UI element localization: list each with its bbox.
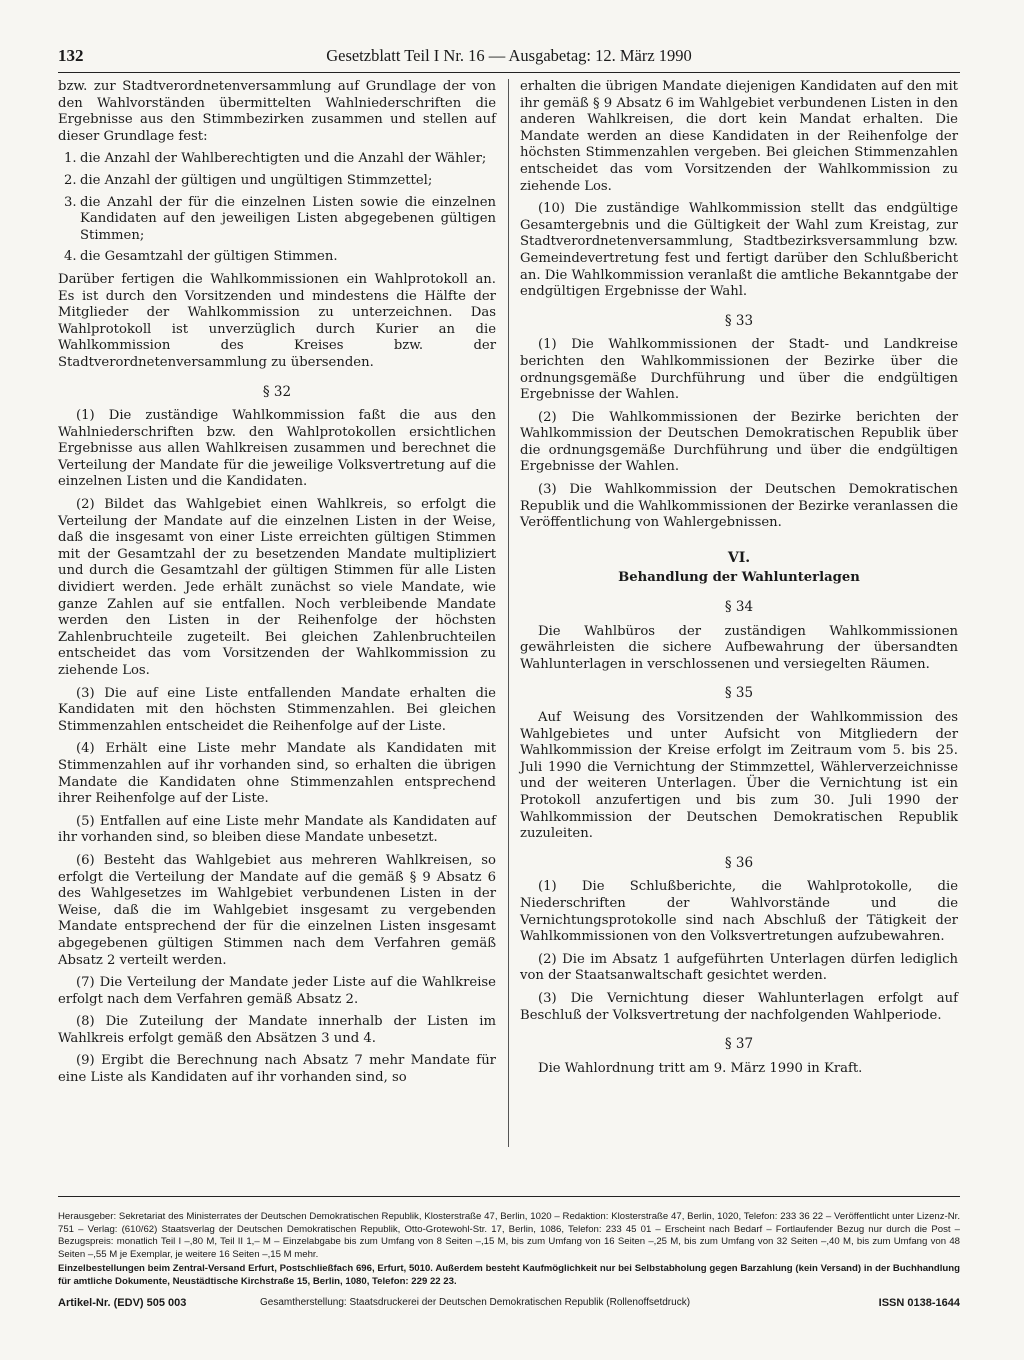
right-column — [520, 79, 958, 1083]
list-item — [58, 173, 496, 190]
section-34-paragraph: Die Wahlbüros der zuständigen Wahlkommissionen gewährleisten die sichere Aufbewahrung der übersandten Wahlunterlagen in verschlossenen und versiegelten Räumen. — [520, 623, 958, 672]
intro-paragraph: bzw. zur Stadtverordnetenversammlung auf Grundlage der von den Wahlvorständen übermittelten Wahlniederschriften die Ergebnisse aus den Stimmbezirken zusammen und stellen auf dieser Grundlage fest: — [58, 79, 496, 144]
page-header — [58, 46, 960, 73]
running-head: Gesetzblatt Teil I Nr. 16 — Ausgabetag: 12. März 1990 — [326, 46, 692, 65]
list-item-text: die Gesamtzahl der gültigen Stimmen. — [80, 249, 338, 265]
section-32-paragraph-9: (9) Ergibt die Berechnung nach Absatz 7 mehr Mandate für eine Liste als Kandidaten auf ihr vorhanden sind, so — [58, 1053, 496, 1086]
section-32-paragraph-7: (7) Die Verteilung der Mandate jeder Liste auf die Wahlkreise erfolgt nach dem Verfahren gemäß Absatz 2. — [58, 975, 496, 1007]
determination-list — [58, 151, 496, 266]
section-heading-37: § 37 — [724, 1036, 754, 1053]
list-item — [58, 195, 496, 245]
issn: ISSN 0138-1644 — [878, 1296, 960, 1309]
section-32-paragraph-10: (10) Die zuständige Wahlkommission stellt das endgültige Gesamtergebnis und die Gültigkeit der Wahl zum Kreistag, zur Stadtverordnetenversammlung, Stadtbezirksversammlung bzw. Gemeindevertretung fest und fertigt darüber den Schlußbericht an. Die Wahlkommission veranlaßt die amtliche Bekanntgabe der endgültigen Ergebnisse der Wahl. — [520, 201, 958, 300]
section-32-paragraph-3: (3) Die auf eine Liste entfallenden Mandate erhalten die Kandidaten mit den höchsten Stimmenzahlen. Bei gleichen Stimmenzahlen entscheidet die Reihenfolge auf der Liste. — [58, 685, 496, 734]
page-number: 132 — [58, 46, 84, 65]
footer-bottom-line — [58, 1297, 960, 1313]
section-heading-34: § 34 — [724, 599, 754, 616]
section-32-paragraph-5: (5) Entfallen auf eine Liste mehr Mandate als Kandidaten auf ihr vorhanden sind, so bleiben diese Mandate unbesetzt. — [58, 813, 496, 846]
section-heading-35: § 35 — [724, 685, 754, 702]
list-item-text: die Anzahl der für die einzelnen Listen sowie die einzelnen Kandidaten auf den jeweiligen Listen abgegebenen gültigen Stimmen; — [80, 194, 496, 243]
section-35-paragraph: Auf Weisung des Vorsitzenden der Wahlkommission des Wahlgebietes und unter Aufsicht von Mitgliedern der Wahlkommission der Kreise erfolgt im Zeitraum vom 5. bis 25. Juli 1990 die Vernichtung der Stimmzettel, Wählerverzeichnisse und der weiteren Unterlagen. Über die Vernichtung ist ein Protokoll anzufertigen und bis zum 30. Juli 1990 der Wahlkommission der Deutschen Demokratischen Republik zuzuleiten. — [520, 710, 958, 842]
protocol-paragraph: Darüber fertigen die Wahlkommissionen ein Wahlprotokoll an. Es ist durch den Vorsitzenden und mindestens die Hälfte der Mitglieder der Wahlkommission zu unterzeichnen. Das Wahlprotokoll ist unverzüglich durch Kurier an die Wahlkommission des Kreises bzw. der Stadtverordnetenversammlung zu übersenden. — [58, 271, 496, 370]
printer-info: Gesamtherstellung: Staatsdruckerei der Deutschen Demokratischen Republik (Rollenoffsetdruck) — [260, 1296, 691, 1308]
section-heading-33: § 33 — [724, 312, 754, 329]
list-item — [58, 151, 496, 168]
section-heading-36: § 36 — [724, 854, 754, 871]
list-item-text: die Anzahl der Wahlberechtigten und die Anzahl der Wähler; — [80, 151, 487, 167]
section-32-paragraph-8: (8) Die Zuteilung der Mandate innerhalb der Listen im Wahlkreis erfolgt gemäß den Absätzen 3 und 4. — [58, 1014, 496, 1046]
section-32-paragraph-2: (2) Bildet das Wahlgebiet einen Wahlkreis, so erfolgt die Verteilung der Mandate auf die einzelnen Listen in der Weise, daß die insgesamt von einer Liste erreichten gültigen Stimmen mit der Gesamtzahl der zu besetzenden Mandate multipliziert und durch die Gesamtzahl der gültigen Stimmen für alle Listen dividiert werden. Jede erhält zunächst so viele Mandate, wie ganze Zahlen auf sie entfallen. Noch verbleibende Mandate werden den Listen in der Reihenfolge der höchsten Zahlenbruchteile zugeteilt. Bei gleichen Zahlenbruchteilen entscheidet das vom Vorsitzenden der Wahlkommission zu ziehende Los. — [58, 497, 496, 678]
section-33-paragraph-1: (1) Die Wahlkommissionen der Stadt- und Landkreise berichten den Wahlkommissionen der Bezirke über die ordnungsgemäße Durchführung und über die endgültigen Ergebnisse der Wahlen. — [520, 337, 958, 403]
section-33-paragraph-3: (3) Die Wahlkommission der Deutschen Demokratischen Republik und die Wahlkommissionen der Bezirke veranlassen die Veröffentlichung von Wahlergebnissen. — [520, 482, 958, 531]
section-heading-32: § 32 — [262, 383, 292, 400]
list-item-number: 3. — [64, 194, 77, 210]
list-item-number: 2. — [64, 172, 77, 188]
section-36-paragraph-3: (3) Die Vernichtung dieser Wahlunterlagen erfolgt auf Beschluß der Volksvertretung der nachfolgenden Wahlperiode. — [520, 990, 958, 1023]
imprint: Herausgeber: Sekretariat des Ministerrates der Deutschen Demokratischen Republik, Klosterstraße 47, Berlin, 1020 – Redaktion: Klosterstraße 47, Berlin, 1020, Telefon: 233 36 22 – Veröffentlicht unter Lizenz-Nr. 751 – Verlag: (610/62) Staatsverlag der Deutschen Demokratischen Republik, Otto-Grotewohl-Str. 17, Berlin, 1086, Telefon: 233 45 01 – Erscheint nach Bedarf – Fortlaufender Bezug nur durch die Post – Bezugspreis: monatlich Teil I –,80 M, Teil II 1,– M – Einzelabgabe bis zum Umfang von 8 Seiten –,15 M, bis zum Umfang von 16 Seiten –,25 M, bis zum Umfang von 32 Seiten –,40 M, bis zum Umfang von 48 Seiten –,55 M je Exemplar, je weitere 16 Seiten –,15 M mehr. — [58, 1211, 960, 1260]
section-32-paragraph-6: (6) Besteht das Wahlgebiet aus mehreren Wahlkreisen, so erfolgt die Verteilung der Mandate auf die gemäß § 9 Absatz 6 des Wahlgesetzes im Wahlgebiet verbundenen Listen in der Weise, daß die im Wahlgebiet insgesamt zu vergebenden Mandate entsprechend der für die einzelnen Listen insgesamt abgegebenen gültigen Stimmen nach dem Verfahren gemäß Absatz 2 verteilt werden. — [58, 852, 496, 968]
chapter-title: Behandlung der Wahlunterlagen — [618, 570, 860, 586]
column-divider — [508, 79, 509, 1147]
list-item-text: die Anzahl der gültigen und ungültigen Stimmzettel; — [80, 172, 433, 188]
list-item — [58, 249, 496, 266]
chapter-number: VI. — [727, 549, 751, 566]
article-number: Artikel-Nr. (EDV) 505 003 — [58, 1296, 187, 1309]
publisher-footer — [58, 1196, 960, 1313]
continued-paragraph: erhalten die übrigen Mandate diejenigen Kandidaten auf den mit ihr gemäß § 9 Absatz 6 im Wahlgebiet verbundenen Listen in den anderen Wahlkreisen, die dort kein Mandat erhalten. Die Mandate werden an diese Kandidaten in der Reihenfolge der höchsten Stimmenzahlen vergeben. Bei gleichen Stimmenzahlen entscheidet das vom Vorsitzenden der Wahlkommission zu ziehende Los. — [520, 79, 958, 194]
list-item-number: 1. — [64, 151, 77, 167]
section-33-paragraph-2: (2) Die Wahlkommissionen der Bezirke berichten der Wahlkommission der Deutschen Demokratischen Republik über die ordnungsgemäße Durchführung und über die endgültigen Ergebnisse der Wahlen. — [520, 409, 958, 475]
list-item-number: 4. — [64, 249, 77, 265]
section-32-paragraph-4: (4) Erhält eine Liste mehr Mandate als Kandidaten mit Stimmenzahlen auf ihr vorhanden sind, so erhalten die übrigen Mandate die Kandidaten ohne Stimmenzahlen entsprechend ihrer Reihenfolge auf der Liste. — [58, 741, 496, 807]
section-36-paragraph-2: (2) Die im Absatz 1 aufgeführten Unterlagen dürfen lediglich von der Staatsanwaltschaft gesichtet werden. — [520, 951, 958, 984]
section-36-paragraph-1: (1) Die Schlußberichte, die Wahlprotokolle, die Niederschriften der Wahlvorstände und die Vernichtungsprotokolle sind nach Abschluß der Tätigkeit der Wahlkommissionen von den Volksvertretungen aufzubewahren. — [520, 879, 958, 945]
section-37-paragraph: Die Wahlordnung tritt am 9. März 1990 in Kraft. — [538, 1060, 863, 1076]
left-column — [58, 79, 496, 1093]
ordering-info: Einzelbestellungen beim Zentral-Versand Erfurt, Postschließfach 696, Erfurt, 5010. Außerdem besteht Kaufmöglichkeit nur bei Selbstabholung gegen Barzahlung (kein Versand) in der Buchhandlung für amtliche Dokumente, Neustädtische Kirchstraße 15, Berlin, 1080, Telefon: 229 22 23. — [58, 1263, 960, 1287]
section-32-paragraph-1: (1) Die zuständige Wahlkommission faßt die aus den Wahlniederschriften bzw. den Wahlprotokollen ersichtlichen Ergebnisse aus allen Wahlkreisen zusammen und berechnet die Verteilung der Mandate für die jeweilige Volksvertretung auf die einzelnen Listen und die Kandidaten. — [58, 408, 496, 490]
